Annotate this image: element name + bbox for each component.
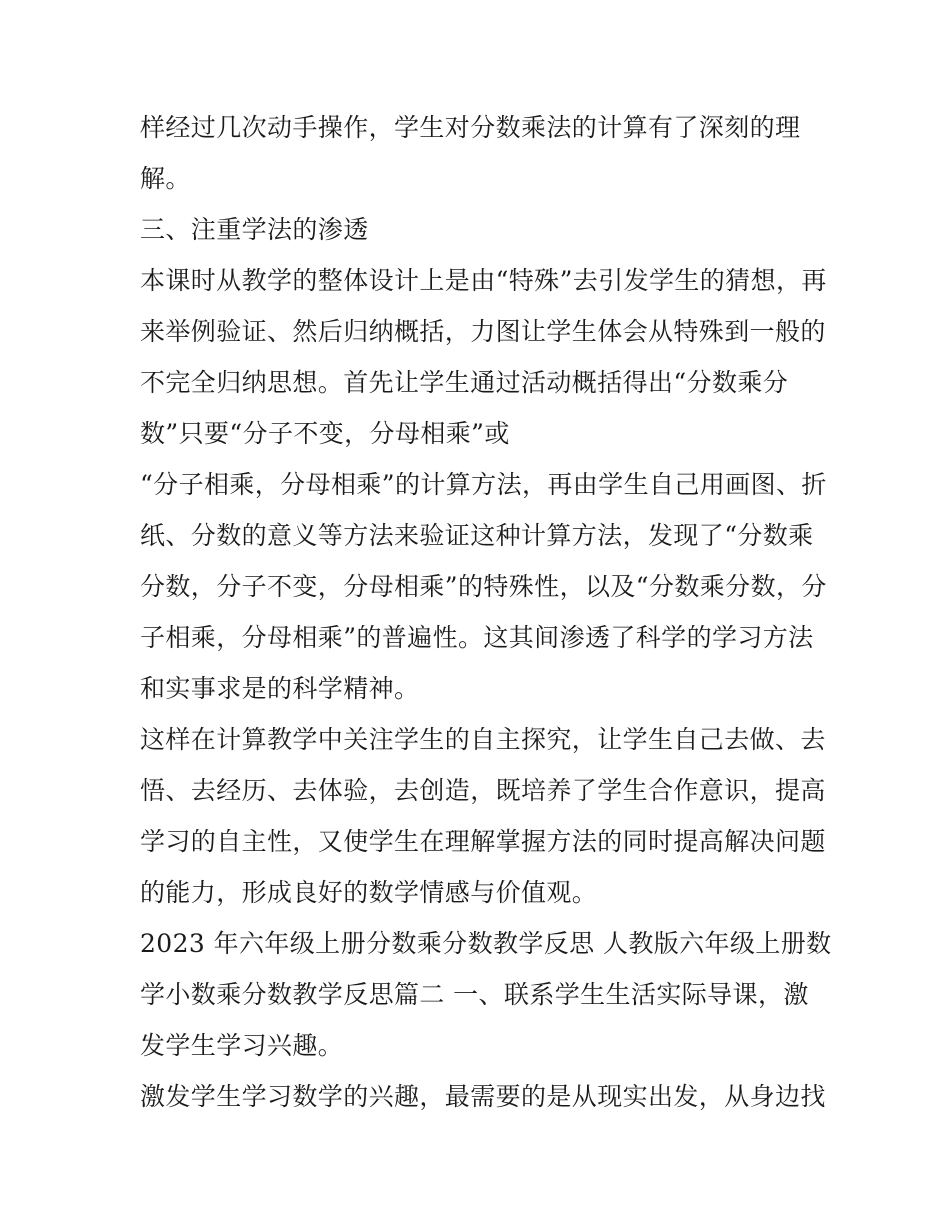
text-line: 来举例验证、然后归纳概括，力图让学生体会从特殊到一般的 xyxy=(140,317,826,346)
text-line: 这样在计算教学中关注学生的自主探究，让学生自己去做、去 xyxy=(140,725,826,754)
text-line: 悟、去经历、去体验，去创造，既培养了学生合作意识，提高 xyxy=(140,776,826,805)
document-body xyxy=(140,102,832,1122)
article-title-line: 学小数乘分数教学反思篇二 一、联系学生生活实际导课，激 xyxy=(140,980,809,1009)
text-line: 和实事求是的科学精神。 xyxy=(140,674,420,703)
text-line: 不完全归纳思想。首先让学生通过活动概括得出“分数乘分 xyxy=(140,368,789,397)
text-line: 学习的自主性，又使学生在理解掌握方法的同时提高解决问题 xyxy=(140,827,826,856)
text-line: 纸、分数的意义等方法来验证这种计算方法，发现了“分数乘 xyxy=(140,521,814,550)
text-line: 激发学生学习数学的兴趣，最需要的是从现实出发，从身边找 xyxy=(140,1082,826,1111)
text-line: 本课时从教学的整体设计上是由“特殊”去引发学生的猜想，再 xyxy=(140,266,827,295)
text-line: 数”只要“分子不变，分母相乘”或 xyxy=(140,419,510,448)
text-line: 子相乘，分母相乘”的普遍性。这其间渗透了科学的学习方法 xyxy=(140,623,814,652)
text-line: 的能力，形成良好的数学情感与价值观。 xyxy=(140,878,598,907)
text-line: 样经过几次动手操作，学生对分数乘法的计算有了深刻的理 xyxy=(140,113,801,142)
text-line: 分数，分子不变，分母相乘”的特殊性，以及“分数乘分数，分 xyxy=(140,572,827,601)
section-heading: 三、注重学法的渗透 xyxy=(140,215,369,244)
text-line: 发学生学习兴趣。 xyxy=(140,1031,344,1060)
text-line: “分子相乘，分母相乘”的计算方法，再由学生自己用画图、折 xyxy=(140,470,827,499)
article-title-line: 2023 年六年级上册分数乘分数教学反思 人教版六年级上册数 xyxy=(140,929,832,958)
text-line: 解。 xyxy=(140,164,191,193)
